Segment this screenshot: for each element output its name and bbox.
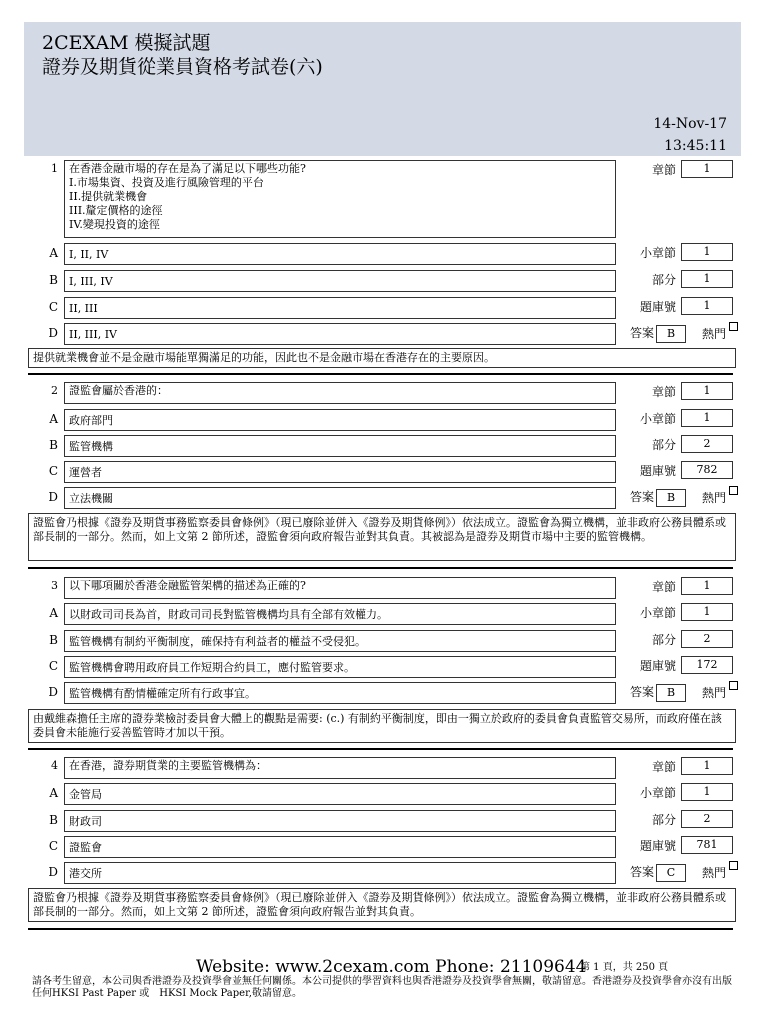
subchapter-value: 1 xyxy=(681,783,733,801)
question-divider xyxy=(28,567,733,569)
chapter-label: 章節 xyxy=(651,385,676,399)
part-value: 1 xyxy=(681,270,733,288)
option-letter: D xyxy=(48,685,58,699)
bank-no-value: 782 xyxy=(681,461,733,479)
option-letter: C xyxy=(48,659,58,673)
option-text[interactable]: II, III xyxy=(64,297,616,319)
subchapter-value: 1 xyxy=(681,243,733,261)
answer-label: 答案 xyxy=(629,685,654,699)
option-letter: A xyxy=(49,412,58,426)
question-number: 1 xyxy=(51,162,58,175)
subchapter-label: 小章節 xyxy=(639,412,676,426)
option-text[interactable]: 財政司 xyxy=(64,810,616,832)
option-text[interactable]: 港交所 xyxy=(64,862,616,884)
option-letter: D xyxy=(48,865,58,879)
bank-no-value: 1 xyxy=(681,297,733,315)
page-number: 第 1 頁，共 250 頁 xyxy=(580,962,669,973)
answer-label: 答案 xyxy=(629,865,654,879)
question-stem-line: 在香港金融市場的存在是為了滿足以下哪些功能? xyxy=(69,162,306,175)
part-label: 部分 xyxy=(651,813,676,827)
answer-value: B xyxy=(656,325,686,343)
hot-label: 熱門 xyxy=(701,491,726,505)
hot-checkbox[interactable] xyxy=(729,681,738,690)
chapter-label: 章節 xyxy=(651,580,676,594)
subchapter-value: 1 xyxy=(681,409,733,427)
option-letter: C xyxy=(48,839,58,853)
option-letter: B xyxy=(49,273,58,287)
part-label: 部分 xyxy=(651,438,676,452)
question-number: 3 xyxy=(51,579,58,592)
answer-label: 答案 xyxy=(629,490,654,504)
bank-no-label: 題庫號 xyxy=(639,839,676,853)
hot-label: 熱門 xyxy=(701,327,726,341)
option-letter: D xyxy=(48,326,58,340)
subchapter-label: 小章節 xyxy=(639,606,676,620)
question-divider xyxy=(28,928,733,930)
answer-label: 答案 xyxy=(629,326,654,340)
option-text[interactable]: 監管機構 xyxy=(64,435,616,457)
option-text[interactable]: 運營者 xyxy=(64,461,616,483)
footer-website: Website: www.2cexam.com Phone: 21109644 xyxy=(196,957,587,977)
chapter-label: 章節 xyxy=(651,760,676,774)
exam-paper-title: 證券及期貨從業員資格考試卷(六) xyxy=(42,56,323,78)
option-text[interactable]: I, III, IV xyxy=(64,270,616,292)
answer-value: C xyxy=(656,864,686,882)
print-time: 13:45:11 xyxy=(664,138,727,154)
answer-explanation: 證監會乃根據《證券及期貨事務監察委員會條例》（現已廢除並併入《證券及期貨條例》）依法成立。證監會為獨立機構，並非政府公務員體系或部長制的一部分。然而，如上文第 2 節所述，證監會須向政府報告並對其負責。其被認為是證券及期貨市場中主要的監管機構。 xyxy=(28,513,736,561)
answer-value: B xyxy=(656,684,686,702)
chapter-value: 1 xyxy=(681,160,733,178)
question-stem-line: III.釐定價格的途徑 xyxy=(69,204,163,217)
option-letter: B xyxy=(49,813,58,827)
option-letter: B xyxy=(49,438,58,452)
answer-explanation: 由戴維森擔任主席的證券業檢討委員會大體上的觀點是需要: (c.) 有制約平衡制度，即由一獨立於政府的委員會負責監管交易所，而政府僅在該委員會未能施行妥善監管時才加以干預。 xyxy=(28,709,736,743)
part-label: 部分 xyxy=(651,273,676,287)
option-letter: D xyxy=(48,490,58,504)
question-stem-line: IV.變現投資的途徑 xyxy=(69,218,160,231)
question-stem xyxy=(64,757,616,779)
option-text[interactable]: 監管機構會聘用政府員工作短期合約員工，應付監管要求。 xyxy=(64,656,616,678)
option-letter: C xyxy=(48,464,58,478)
option-text[interactable]: 證監會 xyxy=(64,836,616,858)
part-value: 2 xyxy=(681,630,733,648)
bank-no-value: 172 xyxy=(681,656,733,674)
exam-brand-title: 2CEXAM 模擬試題 xyxy=(42,32,211,54)
option-text[interactable]: 以財政司司長為首，財政司司長對監管機構均具有全部有效權力。 xyxy=(64,603,616,625)
answer-explanation: 提供就業機會並不是金融市場能單獨滿足的功能，因此也不是金融市場在香港存在的主要原因。 xyxy=(28,348,736,368)
answer-explanation: 證監會乃根據《證券及期貨事務監察委員會條例》（現已廢除並併入《證券及期貨條例》）依法成立。證監會為獨立機構，並非政府公務員體系或部長制的一部分。然而，如上文第 2 節所述，證監會須向政府報告並對其負責。 xyxy=(28,888,736,922)
option-letter: C xyxy=(48,300,58,314)
option-text[interactable]: II, III, IV xyxy=(64,323,616,345)
question-stem xyxy=(64,577,616,599)
chapter-value: 1 xyxy=(681,757,733,775)
question-stem-line: II.提供就業機會 xyxy=(69,190,148,203)
option-text[interactable]: I, II, IV xyxy=(64,243,616,265)
question-stem-line: 以下哪項關於香港金融監管架構的描述為正確的? xyxy=(69,579,306,592)
question-stem-line: 在香港，證券期貨業的主要監管機構為： xyxy=(69,759,267,772)
answer-value: B xyxy=(656,489,686,507)
hot-label: 熱門 xyxy=(701,686,726,700)
hot-checkbox[interactable] xyxy=(729,322,738,331)
question-stem xyxy=(64,382,616,404)
option-letter: B xyxy=(49,633,58,647)
question-number: 2 xyxy=(51,384,58,397)
hot-checkbox[interactable] xyxy=(729,861,738,870)
option-text[interactable]: 監管機構有酌情權確定所有行政事宜。 xyxy=(64,682,616,704)
hot-checkbox[interactable] xyxy=(729,486,738,495)
question-number: 4 xyxy=(51,759,58,772)
bank-no-label: 題庫號 xyxy=(639,464,676,478)
option-letter: A xyxy=(49,786,58,800)
option-text[interactable]: 政府部門 xyxy=(64,409,616,431)
question-stem xyxy=(64,160,616,238)
part-label: 部分 xyxy=(651,633,676,647)
chapter-value: 1 xyxy=(681,577,733,595)
bank-no-label: 題庫號 xyxy=(639,659,676,673)
part-value: 2 xyxy=(681,435,733,453)
option-text[interactable]: 金管局 xyxy=(64,783,616,805)
chapter-label: 章節 xyxy=(651,163,676,177)
bank-no-label: 題庫號 xyxy=(639,300,676,314)
option-letter: A xyxy=(49,246,58,260)
option-text[interactable]: 立法機關 xyxy=(64,487,616,509)
print-date: 14-Nov-17 xyxy=(653,116,727,132)
question-divider xyxy=(28,748,733,750)
footer-disclaimer: 請各考生留意，本公司與香港證券及投資學會並無任何關係。本公司提供的學習資料也與香港證券及投資學會無關，敬請留意。香港證券及投資學會亦沒有出版任何HKSI Past Paper 或 HKSI Mock Paper,敬請留意。 xyxy=(32,976,732,999)
question-divider xyxy=(28,373,733,375)
question-stem-line: 證監會屬於香港的： xyxy=(69,384,168,397)
part-value: 2 xyxy=(681,810,733,828)
option-letter: A xyxy=(49,606,58,620)
subchapter-label: 小章節 xyxy=(639,786,676,800)
question-stem-line: I.市場集資、投資及進行風險管理的平台 xyxy=(69,176,264,189)
subchapter-label: 小章節 xyxy=(639,246,676,260)
subchapter-value: 1 xyxy=(681,603,733,621)
chapter-value: 1 xyxy=(681,382,733,400)
option-text[interactable]: 監管機構有制約平衡制度，確保持有利益者的權益不受侵犯。 xyxy=(64,630,616,652)
page-header xyxy=(24,22,741,156)
hot-label: 熱門 xyxy=(701,866,726,880)
bank-no-value: 781 xyxy=(681,836,733,854)
